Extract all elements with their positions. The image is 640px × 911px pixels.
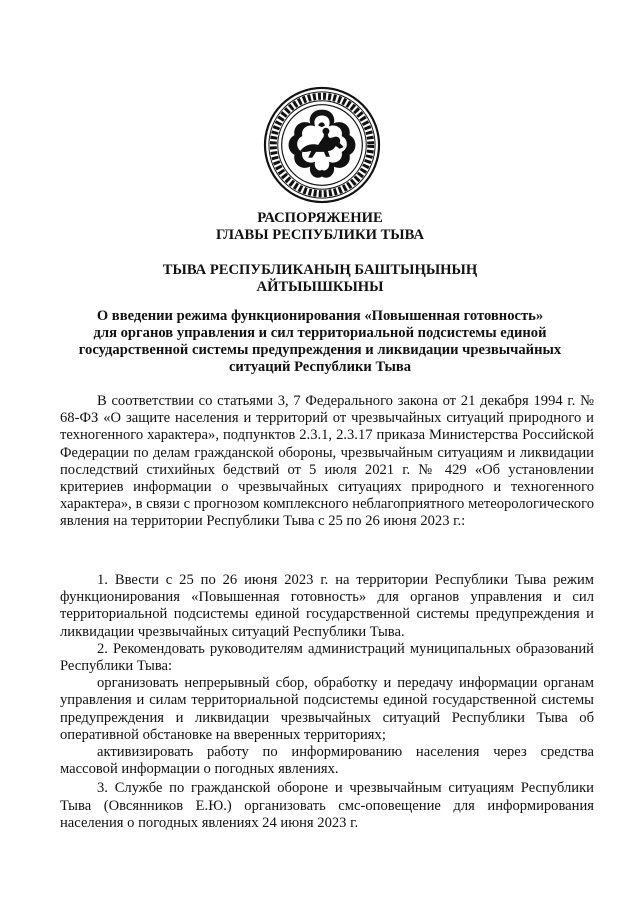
item-2-subitem-b: активизировать работу по информированию населения через средства массовой информации о погодных явлениях.	[60, 744, 594, 778]
document-title-tyvan	[60, 262, 580, 296]
item-3: 3. Службе по гражданской обороне и чрезвычайным ситуациям Республики Тыва (Овсянников Е.Ю.) организовать смс-оповещение для информирования населения о погодных явлениях 24 июня 2023 г.	[60, 780, 594, 831]
tyvan-title-line-1: ТЫВА РЕСПУБЛИКАНЫҢ БАШТЫҢЫНЫҢ	[162, 262, 478, 278]
subject-line-2: для органов управления и сил территориальной подсистемы единой	[93, 325, 547, 341]
item-2-subitem-a: организовать непрерывный сбор, обработку и передачу информации органам управления и силам территориальной подсистемы единой государственной системы предупреждения и ликвидации чрезвычайных ситуаций Республики Тыва об оперативной обстановке на вверенных территориях;	[60, 675, 594, 743]
subject-line-1: О введении режима функционирования «Повышенная готовность»	[96, 308, 544, 324]
item-2: 2. Рекомендовать руководителям администраций муниципальных образований Республики Тыва:	[60, 640, 594, 675]
subject-line-3: государственной системы предупреждения и ликвидации чрезвычайных	[78, 342, 562, 358]
title-line-2: ГЛАВЫ РЕСПУБЛИКИ ТЫВА	[216, 227, 424, 243]
subject-line-4: ситуаций Республики Тыва	[228, 359, 412, 375]
order-items	[60, 572, 594, 832]
preamble	[60, 393, 594, 531]
document-title	[60, 210, 580, 244]
tyva-coat-of-arms-icon	[263, 86, 381, 204]
tyvan-title-line-2: АЙТЫЫШКЫНЫ	[256, 279, 384, 295]
document-subject	[60, 308, 580, 376]
item-1: 1. Ввести с 25 по 26 июня 2023 г. на территории Республики Тыва режим функционирования «Повышенная готовность» для органов управления и сил территориальной подсистемы единой государственной системы предупреждения и ликвидации чрезвычайных ситуаций Республики Тыва.	[60, 572, 594, 640]
title-line-1: РАСПОРЯЖЕНИЕ	[257, 210, 383, 226]
preamble-paragraph: В соответствии со статьями 3, 7 Федерального закона от 21 декабря 1994 г. № 68-ФЗ «О защите населения и территорий от чрезвычайных ситуаций природного и техногенного характера», подпунктов 2.3.1, 2.3.17 приказа Министерства Российской Федерации по делам гражданской обороны, чрезвычайным ситуациям и ликвидации последствий стихийных бедствий от 5 июля 2021 г. № 429 «Об установлении критериев информации о чрезвычайных ситуациях природного и техногенного характера», в связи с прогнозом комплексного неблагоприятного метеорологического явления на территории Республики Тыва с 25 по 26 июня 2023 г.:	[60, 393, 594, 530]
